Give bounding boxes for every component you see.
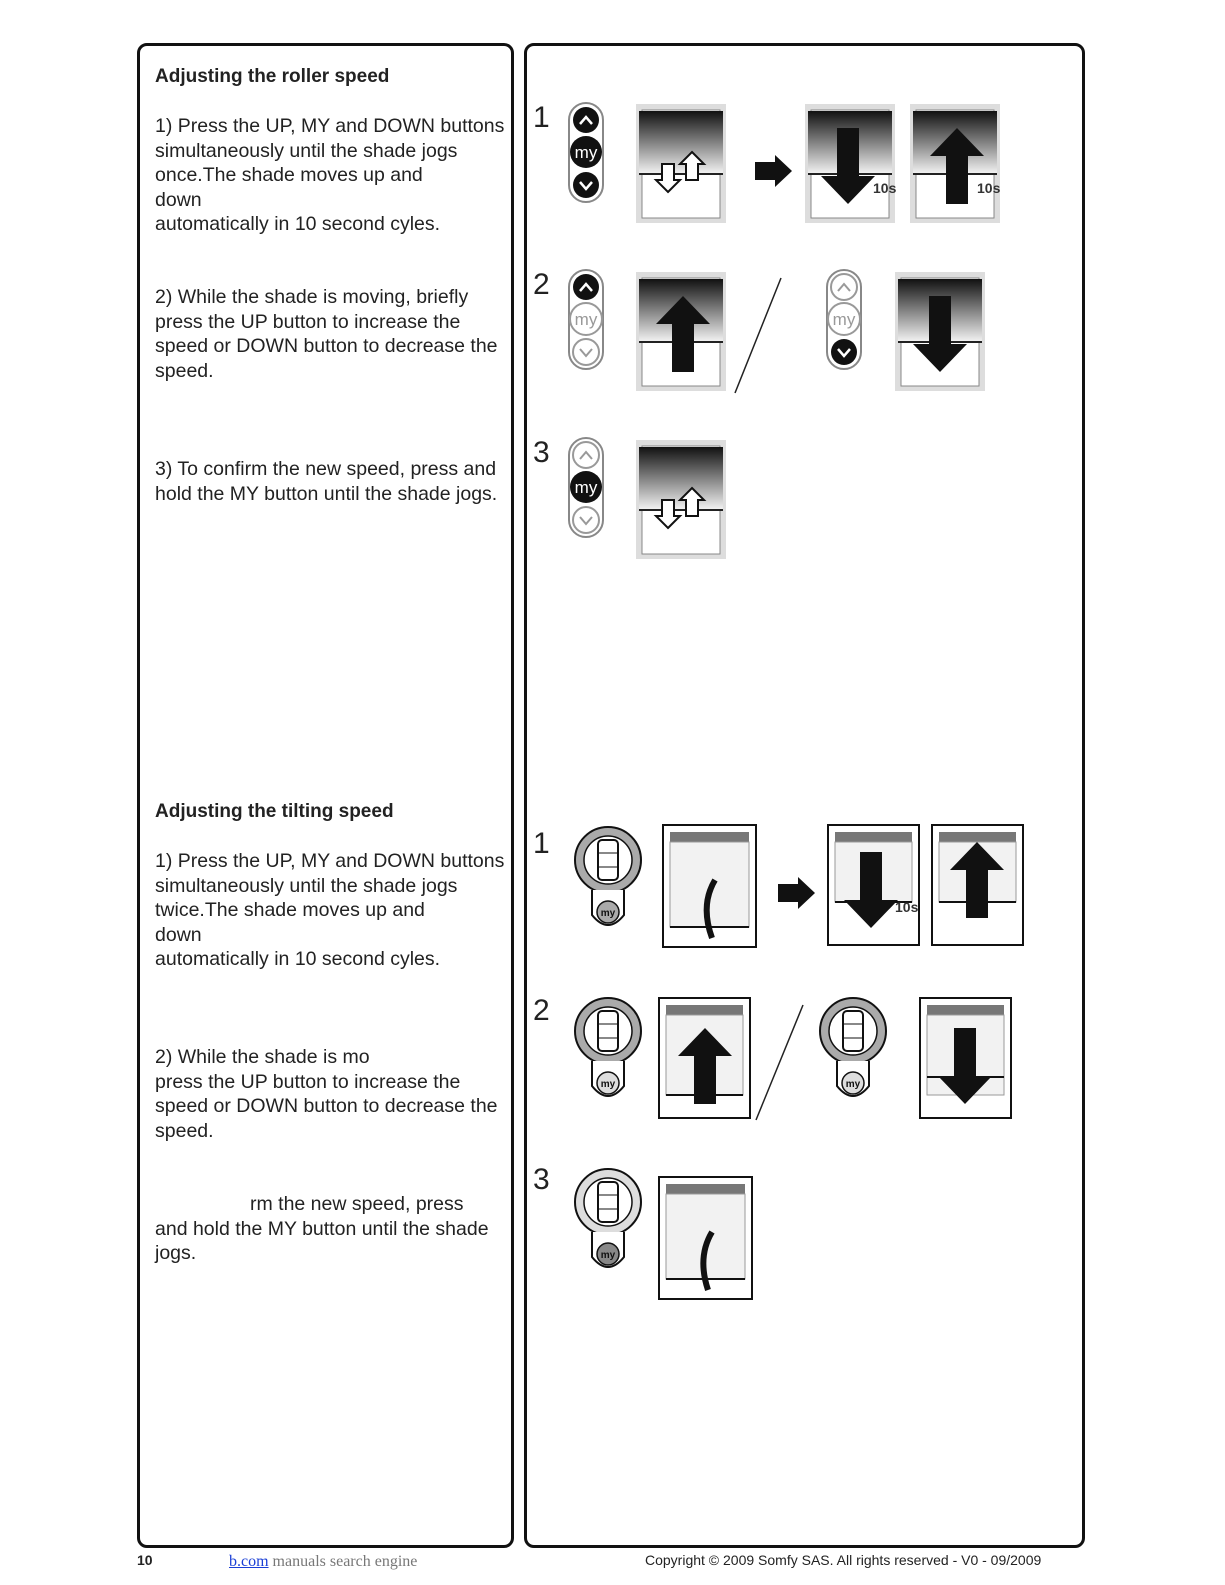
tilting-step-1: 1) Press the UP, MY and DOWN buttons simultaneously until the shade jogs twice.The shade moves up and down automatically in 10 second cyles. xyxy=(155,850,505,970)
roller-shade-down-10s xyxy=(805,104,897,223)
roller-heading: Adjusting the roller speed xyxy=(155,66,390,87)
copyright: Copyright © 2009 Somfy SAS. All rights reserved - V0 - 09/2009 xyxy=(645,1552,1042,1568)
roller-shade-jog-3 xyxy=(636,440,726,559)
roller-shade-slower xyxy=(895,272,985,391)
roller-remote-my-pressed xyxy=(569,438,603,537)
tilting-remote-my-pressed xyxy=(575,1169,641,1267)
roller-shade-up-10s xyxy=(910,104,1001,223)
roller-step-number-1: 1 xyxy=(533,101,550,134)
timer-label: 10s xyxy=(895,899,919,915)
my-label: my xyxy=(574,143,598,162)
roller-shade-faster xyxy=(636,272,726,391)
roller-remote-down-pressed xyxy=(827,270,861,369)
tilting-blind-slower xyxy=(920,998,1011,1118)
tilting-heading: Adjusting the tilting speed xyxy=(155,801,394,822)
tilting-step-number-1: 1 xyxy=(533,827,550,860)
roller-step-3: 3) To confirm the new speed, press and hold the MY button until the shade jogs. xyxy=(155,458,498,505)
roller-step-2: 2) While the shade is moving, briefly press the UP button to increase the speed or DOWN button to decrease the speed. xyxy=(155,286,498,382)
arrow-right-icon xyxy=(778,877,815,909)
roller-step-1: 1) Press the UP, MY and DOWN buttons simultaneously until the shade jogs once.The shade moves up and down automatically in 10 second cyles. xyxy=(155,115,505,235)
roller-shade-jog-1 xyxy=(636,104,726,223)
tilting-step-2: 2) While the shade is mo press the UP button to increase the speed or DOWN button to decrease the speed. xyxy=(155,1046,498,1142)
tilting-step-3: rm the new speed, press and hold the MY button until the shade jogs. xyxy=(155,1193,489,1264)
svg-text:my: my xyxy=(600,1079,616,1090)
roller-step-number-2: 2 xyxy=(533,268,550,301)
tilting-blind-jog-3 xyxy=(659,1177,752,1299)
roller-step-number-3: 3 xyxy=(533,436,550,469)
tilting-remote-all-pressed xyxy=(575,827,641,925)
svg-text:my: my xyxy=(832,310,856,329)
svg-text:my: my xyxy=(600,908,616,919)
tilting-remote-up-pressed xyxy=(575,998,641,1096)
or-divider xyxy=(735,278,781,393)
tilting-blind-faster xyxy=(659,998,750,1118)
tilting-step-number-2: 2 xyxy=(533,994,550,1027)
tilting-blind-jog-1 xyxy=(663,825,756,947)
tilting-step-number-3: 3 xyxy=(533,1163,550,1196)
svg-text:my: my xyxy=(845,1079,861,1090)
footer-link[interactable]: b.com manuals search engine xyxy=(229,1553,418,1570)
tilting-blind-up-10s xyxy=(932,825,1023,945)
timer-label: 10s xyxy=(873,180,897,196)
or-divider xyxy=(756,1005,803,1120)
roller-remote-all-pressed xyxy=(569,103,603,202)
arrow-right-icon xyxy=(755,155,792,187)
svg-text:my: my xyxy=(574,310,598,329)
tilting-remote-down-pressed xyxy=(820,998,886,1096)
roller-remote-up-pressed xyxy=(569,270,603,369)
svg-text:my: my xyxy=(574,478,598,497)
svg-text:my: my xyxy=(600,1250,616,1261)
tilting-blind-down-10s xyxy=(828,825,919,945)
timer-label: 10s xyxy=(977,180,1001,196)
page-number: 10 xyxy=(137,1552,153,1568)
